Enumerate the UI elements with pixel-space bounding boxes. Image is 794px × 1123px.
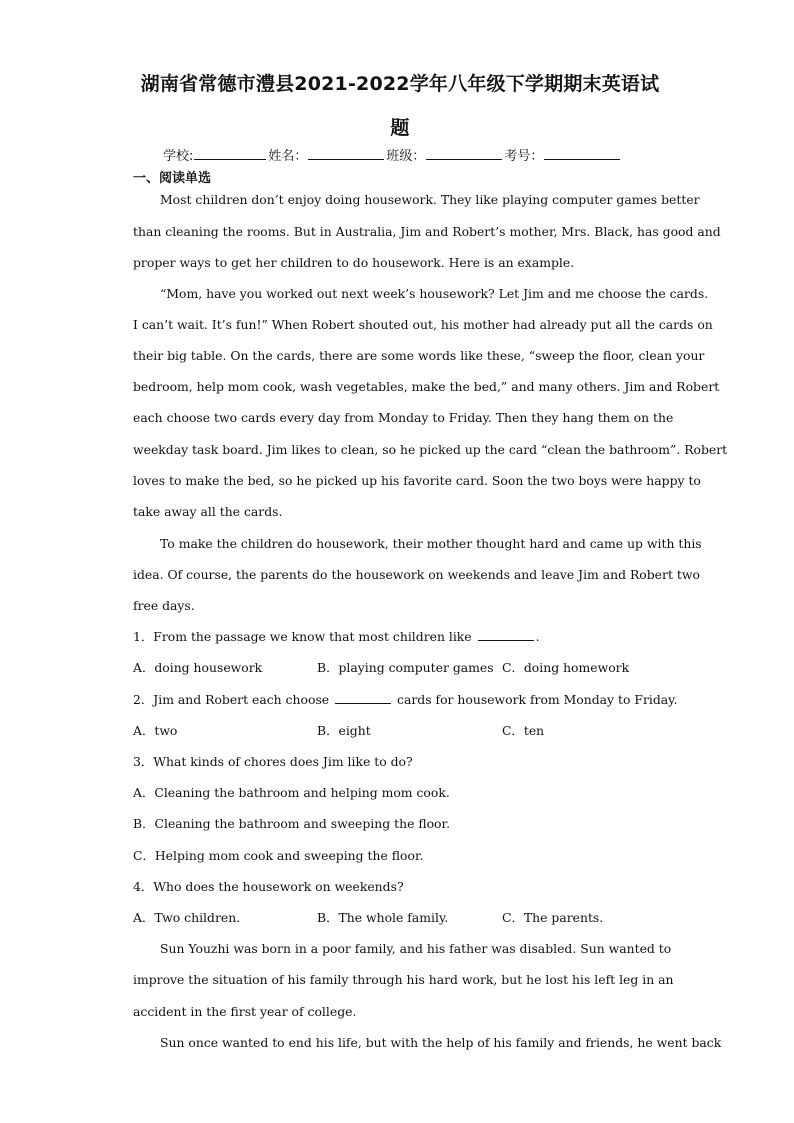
name-label: 姓名： (268, 149, 308, 164)
question-2-option-b[interactable]: B．eight (317, 723, 371, 738)
passage-line: weekday task board. Jim likes to clean, so he picked up the card “clean the bathroom”. Robert (133, 442, 728, 457)
name-field[interactable] (308, 147, 384, 160)
question-2-option-c[interactable]: C．ten (502, 723, 545, 738)
class-label: 班级： (386, 149, 426, 164)
passage-line: “Mom, have you worked out next week’s housework? Let Jim and me choose the cards. (160, 286, 709, 301)
passage-2-line: Sun Youzhi was born in a poor family, and his father was disabled. Sun wanted to (160, 941, 672, 956)
passage-line: than cleaning the rooms. But in Australia, Jim and Robert’s mother, Mrs. Black, has good and (133, 224, 721, 239)
passage-line: free days. (133, 598, 195, 613)
passage-line: bedroom, help mom cook, wash vegetables, make the bed,” and many others. Jim and Robert (133, 379, 720, 394)
question-2-option-a[interactable]: A．two (133, 723, 178, 738)
question-4-option-b[interactable]: B．The whole family. (317, 910, 449, 925)
answer-blank[interactable] (478, 629, 534, 641)
question-3-option-b[interactable]: B．Cleaning the bathroom and sweeping the floor. (133, 816, 451, 831)
page-title: 湖南省常德市澧县2021-2022学年八年级下学期期末英语试 (140, 73, 660, 95)
question-1 (133, 629, 540, 645)
question-1-end: . (535, 629, 540, 644)
passage-line: proper ways to get her children to do housework. Here is an example. (133, 255, 575, 270)
passage-line: idea. Of course, the parents do the housework on weekends and leave Jim and Robert two (133, 567, 700, 582)
school-field[interactable] (194, 147, 266, 160)
class-field[interactable] (426, 147, 502, 160)
passage-2-line: improve the situation of his family through his hard work, but he lost his left leg in an (133, 972, 674, 987)
passage-2-line: accident in the first year of college. (133, 1004, 357, 1019)
question-2-end: cards for housework from Monday to Friday. (393, 692, 678, 707)
question-2 (133, 692, 677, 708)
question-3-option-c[interactable]: C．Helping mom cook and sweeping the floor. (133, 848, 424, 863)
passage-line: I can’t wait. It’s fun!” When Robert shouted out, his mother had already put all the cards on (133, 317, 713, 332)
question-1-option-b[interactable]: B．playing computer games (317, 660, 494, 675)
question-1-option-c[interactable]: C．doing homework (502, 660, 630, 675)
passage-line: their big table. On the cards, there are some words like these, “sweep the floor, clean your (133, 348, 705, 363)
question-1-option-a[interactable]: A．doing housework (133, 660, 263, 675)
number-label: 考号： (504, 149, 544, 164)
page-title-continued: 题 (390, 117, 410, 139)
question-4: 4．Who does the housework on weekends? (133, 879, 404, 894)
passage-line: each choose two cards every day from Monday to Friday. Then they hang them on the (133, 410, 674, 425)
answer-blank[interactable] (335, 692, 391, 704)
section-heading: 一、阅读单选 (133, 171, 212, 186)
question-3: 3．What kinds of chores does Jim like to do? (133, 754, 413, 769)
question-2-text: 2．Jim and Robert each choose (133, 692, 334, 707)
question-4-option-c[interactable]: C．The parents. (502, 910, 604, 925)
passage-2-line: Sun once wanted to end his life, but with the help of his family and friends, he went back (160, 1035, 722, 1050)
question-4-option-a[interactable]: A．Two children. (133, 910, 241, 925)
question-3-option-a[interactable]: A．Cleaning the bathroom and helping mom cook. (133, 785, 450, 800)
number-field[interactable] (544, 147, 620, 160)
student-info-row (163, 145, 622, 164)
passage-line: Most children don’t enjoy doing housework. They like playing computer games better (160, 192, 700, 207)
school-label: 学校: (163, 149, 194, 164)
question-1-text: 1．From the passage we know that most children like (133, 629, 476, 644)
passage-line: take away all the cards. (133, 504, 283, 519)
passage-line: To make the children do housework, their mother thought hard and came up with this (160, 536, 702, 551)
passage-line: loves to make the bed, so he picked up his favorite card. Soon the two boys were happy to (133, 473, 701, 488)
